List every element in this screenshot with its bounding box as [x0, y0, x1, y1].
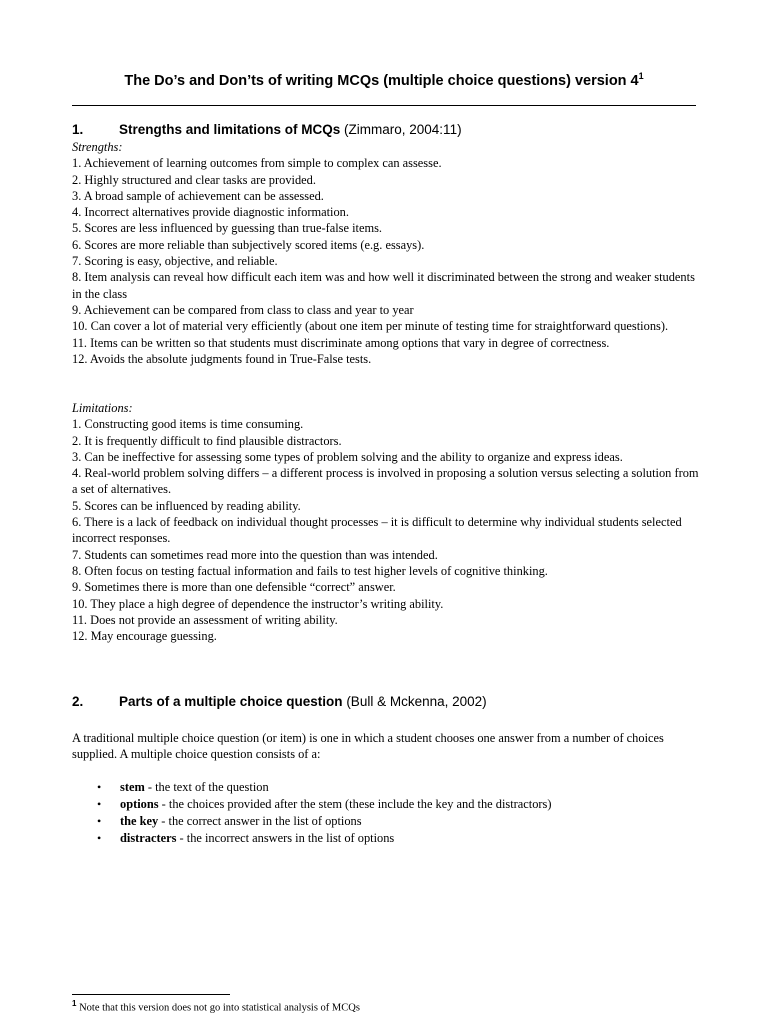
- part-definition: - the correct answer in the list of options: [158, 814, 362, 828]
- strength-item: 12. Avoids the absolute judgments found in True-False tests.: [72, 351, 372, 366]
- bullet-icon: •: [97, 831, 102, 845]
- limitation-item: 8. Often focus on testing factual information and fails to test higher levels of cognitive thinking.: [72, 563, 548, 578]
- limitation-item: 11. Does not provide an assessment of writing ability.: [72, 612, 338, 627]
- limitation-item: 7. Students can sometimes read more into the question than was intended.: [72, 547, 438, 562]
- strength-item: 8. Item analysis can reveal how difficult each item was and how well it discriminated between the strong and weaker students in the class: [72, 270, 695, 301]
- section2-intro: A traditional multiple choice question (or item) is one in which a student chooses one answer from a number of choices supplied. A multiple choice question consists of a:: [72, 731, 664, 762]
- title-footnote-ref: 1: [638, 71, 644, 82]
- part-term: distracters: [120, 831, 177, 845]
- section1-citation: (Zimmaro, 2004:11): [344, 122, 462, 137]
- limitations-block: [72, 400, 700, 644]
- section2-number: 2.: [72, 694, 84, 709]
- limitation-item: 6. There is a lack of feedback on individual thought processes – it is difficult to determine why individual students selected incorrect responses.: [72, 515, 682, 546]
- bullet-icon: •: [97, 814, 102, 828]
- strengths-label: Strengths:: [72, 140, 123, 154]
- limitation-item: 10. They place a high degree of dependence the instructor’s writing ability.: [72, 596, 444, 611]
- strength-item: 6. Scores are more reliable than subjectively scored items (e.g. essays).: [72, 237, 425, 252]
- section2-heading: [72, 694, 487, 709]
- strength-item: 3. A broad sample of achievement can be assessed.: [72, 188, 324, 203]
- footnote-rule: [72, 994, 230, 995]
- footnote-marker: 1: [72, 999, 77, 1008]
- section1-heading: [72, 122, 462, 137]
- footnote-text: Note that this version does not go into statistical analysis of MCQs: [76, 1002, 360, 1014]
- part-term: stem: [120, 780, 145, 794]
- list-item: [72, 796, 696, 813]
- limitation-item: 3. Can be ineffective for assessing some types of problem solving and the ability to organize and express ideas.: [72, 449, 623, 464]
- strength-item: 10. Can cover a lot of material very efficiently (about one item per minute of testing time for straightforward questions).: [72, 319, 669, 334]
- strength-item: 1. Achievement of learning outcomes from simple to complex can assesse.: [72, 156, 442, 171]
- strength-item: 2. Highly structured and clear tasks are provided.: [72, 172, 316, 187]
- part-definition: - the choices provided after the stem (these include the key and the distractors): [158, 797, 552, 811]
- part-definition: - the incorrect answers in the list of options: [176, 831, 395, 845]
- limitation-item: 5. Scores can be influenced by reading ability.: [72, 498, 301, 513]
- section2-citation: (Bull & Mckenna, 2002): [346, 694, 487, 709]
- strength-item: 7. Scoring is easy, objective, and reliable.: [72, 254, 278, 269]
- limitation-item: 9. Sometimes there is more than one defensible “correct” answer.: [72, 580, 396, 595]
- part-term: the key: [120, 814, 159, 828]
- limitation-item: 2. It is frequently difficult to find plausible distractors.: [72, 433, 342, 448]
- strength-item: 9. Achievement can be compared from class to class and year to year: [72, 302, 414, 317]
- strengths-block: [72, 139, 700, 367]
- title-rule: [72, 105, 696, 106]
- limitation-item: 4. Real-world problem solving differs – a different process is involved in proposing a solution versus selecting a solution from a set of alternatives.: [72, 466, 699, 497]
- mcq-parts-list: [72, 779, 696, 847]
- limitation-item: 1. Constructing good items is time consuming.: [72, 417, 304, 432]
- section2-title: Parts of a multiple choice question: [119, 694, 343, 709]
- document-title: [72, 73, 696, 89]
- section1-number: 1.: [72, 122, 84, 137]
- list-item: [72, 830, 696, 847]
- strength-item: 11. Items can be written so that students must discriminate among options that vary in degree of correctness.: [72, 335, 610, 350]
- document-title-text: The Do’s and Don’ts of writing MCQs (multiple choice questions) version 4: [124, 73, 639, 89]
- bullet-icon: •: [97, 797, 102, 811]
- part-definition: - the text of the question: [144, 780, 269, 794]
- list-item: [72, 779, 696, 796]
- limitation-item: 12. May encourage guessing.: [72, 629, 217, 644]
- section1-title: Strengths and limitations of MCQs: [119, 122, 341, 137]
- part-term: options: [120, 797, 159, 811]
- list-item: [72, 813, 696, 830]
- strength-item: 5. Scores are less influenced by guessing than true-false items.: [72, 221, 383, 236]
- limitations-label: Limitations:: [72, 401, 133, 415]
- strength-item: 4. Incorrect alternatives provide diagnostic information.: [72, 205, 349, 220]
- footnote: [72, 999, 360, 1014]
- bullet-icon: •: [97, 780, 102, 794]
